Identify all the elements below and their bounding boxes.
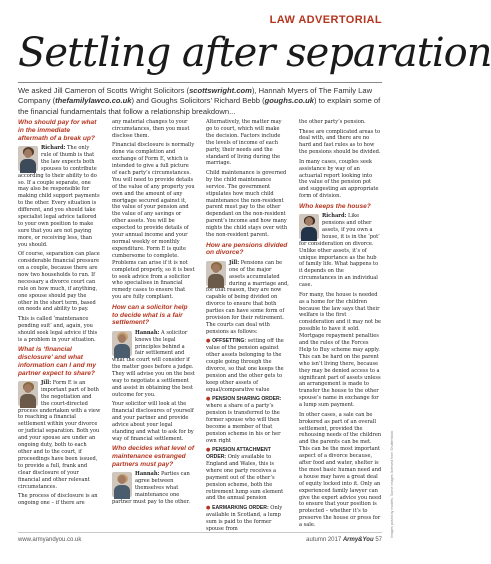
bullet-label: PENSION ATTACHMENT ORDER: [206,447,271,461]
paragraph: Of course, separation can place considerable financial pressure on a couple, because there are now two households to run. If necessary a divorce court can rule on how much, if anything, one spouse should pay the other in the short term, based on needs and ability to pay. [18,251,100,313]
paragraph: Your solicitor will look at the financial disclosures of yourself and your partner and provide advice about your legal standing and what to ask for by way of financial settlement. [112,401,194,442]
column-3 [206,119,289,532]
footer-issue: autumn 2017 [306,537,342,543]
answer-richard-2 [299,213,382,289]
bullet-text: setting off the value of the pension against other assets belonging to the couple going through the divorce, so that one keeps the pension and the other gets to keep other assets of equal/comparative value [206,338,284,393]
bullet-pension-sharing [206,396,289,444]
bullet-label: EARMARKING ORDER: [212,504,269,511]
hannah-photo [112,472,132,497]
paragraph: These are complicated areas to deal with, and there are no hard and fast rules as to how the pensions should be divided. [299,128,381,156]
article-title: Settling after separation [18,30,491,76]
bullet-text: Only available in Scotland, a lump sum is paid to the former spouse from [206,504,283,532]
answer-text: Form E is an important part of both the negotiation and the court-directed process undertaken with a view to reaching a financial settlement within your divorce or judicial separation. Both you and your spouse are under an ongoing duty, both to each other and to the court, if proceedings have been issued, to provide a full, frank and clear disclosure of your financial and other relevant circumstances. [18,379,101,490]
bullet-text: Only available to England and Wales, this is where one party receives a payment out of the other’s pension scheme, both the retirement lump sum element and the annual pension [206,454,284,502]
column-2 [112,119,195,527]
title-rule [18,82,382,83]
paragraph: Alternatively, the matter may go to court, which will make the decision. Factors include the levels of income of each party, their needs and the standard of living during the marriage. [206,119,282,167]
bullet-pension-attachment [206,447,289,502]
question-solicitor: How can a solicitor help to decide what is a fair settlement? [112,303,188,327]
goughs-link[interactable]: goughs.co.uk [264,96,314,106]
answer-text: Parties can agree between themselves what maintenance one partner must pay to the other. [112,471,190,506]
paragraph: any material changes to your circumstances, then you must disclose them. [112,119,190,139]
answer-jill-2 [206,260,289,336]
answer-text: Pensions can be one of the major assets accumulated during a marriage and, for that reason, they are now capable of being divided on divorce to ensure that both parties can have some form of provision for their retirement. The courts can deal with pensions as follows: [206,259,289,335]
section-tag: LAW ADVERTORIAL [269,14,382,26]
paragraph: In other cases, a sale can be brokered as part of an overall settlement, provided the rehousing needs of the children and the parents can be met. This can be the most important aspect of a divorce because, after food and water, shelter is the most basic human need and a house may have a great deal of equity locked into it. Only an experienced family lawyer can give the expert advice you need to ensure that your position is protected – whether it’s to preserve the house or press for a sale. [299,411,382,529]
bullet-icon: ● [206,338,211,345]
footer-page-number: 57 [375,537,382,543]
speaker-label: Jill: [41,379,52,386]
speaker-label: Hannah: [135,471,160,478]
footer-rule [18,532,382,533]
answer-jill-1 [18,380,101,491]
bullet-icon: ● [206,447,211,454]
column-4 [299,119,382,527]
image-credit [388,340,394,540]
richard-photo [299,214,319,239]
scottswright-link[interactable]: scottswright.com [189,86,252,95]
bullet-offsetting [206,338,289,393]
paragraph: The process of disclosure is an ongoing one – if there are [18,493,98,506]
speaker-label: Richard: [41,144,66,151]
question-maintenance: Who decides what level of maintenance estranged partners must pay? [112,445,195,469]
speaker-label: Hannah: [135,329,160,336]
footer-issue-info [306,537,382,543]
paragraph: This is called ‘maintenance pending suit’ and, again, you should seek legal advice if this is a problem in your situation. [18,315,98,343]
standfirst-text-2: ), Hannah Myers of The Family Law Company ( [18,86,373,106]
column-1 [18,119,101,527]
footer-publication: Army&You [342,537,374,543]
speaker-label: Richard: [322,213,347,220]
answer-hannah-2 [112,471,195,506]
bullet-text: where a share of a party’s pension is transferred to the former spouse who will then become a member of that pension scheme in his or her own right [206,403,281,444]
standfirst-text-4: ) to explain some of the financial fundamentals that follow a relationship breakdown... [18,96,381,116]
answer-text: A solicitor knows the legal principles behind a fair settlement and what the court will consider if the matter goes before a judge. They will advise you on the best way to negotiate a settlement and assist in obtaining the best outcome for you. [112,329,195,398]
familylawco-link[interactable]: thefamilylawco.co.uk [55,96,132,106]
paragraph: For many, the house is needed as a home for the children because the law says that their welfare is the first consideration and it may not be possible to have it sold. Mortgage repayment penalties and the rules of the Forces Help to Buy scheme may apply. This can be hard on the parent who isn’t living there, because they may be denied access to a significant part of assets unless an arrangement is made to transfer the house to the other spouse’s name in exchange for a lump sum payment. [299,291,381,409]
bullet-icon: ● [206,504,211,511]
speaker-label: Jill: [229,259,240,266]
jill-photo [18,381,38,406]
bullet-icon: ● [206,396,211,403]
standfirst-text-1: We asked Jill Cameron of Scotts Wright Solicitors ( [18,86,190,95]
answer-hannah-1 [112,330,195,399]
hannah-photo [112,331,132,356]
answer-richard-1 [18,145,101,249]
bullet-label: PENSION SHARING ORDER: [212,396,282,403]
richard-photo [18,146,38,171]
question-house: Who keeps the house? [299,202,371,210]
standfirst-text-3: ) and Goughs Solicitors’ Richard Bebb ( [131,96,265,106]
paragraph: Child maintenance is governed by the child maintenance service. The government stipulates how much child maintenance the non-resident parent must pay to the other dependant on the non-resident parent’s income and how many nights the child stays over with the non-resident parent. [206,169,288,239]
answer-text: Like pensions and other assets, if you own a house, it is in the ‘pot’ for consideration on divorce. Unlike other assets, it’s of unique importance as the hub of family life. What happens to it depends on the circumstances in an individual case. [299,213,380,289]
question-pensions: How are pensions divided on divorce? [206,241,288,257]
article-columns [18,119,382,532]
answer-text: The only rule of thumb is that the law expects both spouses to contribute according to their ability to do so. If a couple separate, one may also be responsible for making child support payments to the other. Every situation is different, and you should take specialist legal advice tailored to your own position to make sure that you are not paying more, or receiving less, than you should. [18,144,100,248]
question-disclosure: What is ‘financial disclosure’ and what information can I and my partner expect to share? [18,346,97,377]
bullet-earmarking [206,505,289,533]
bullet-label: OFFSETTING: [212,338,247,345]
footer-url[interactable]: www.armyandyou.co.uk [18,537,82,543]
image-credit-text: Images posed by models. Some images licensed from Shutterstock [390,430,394,538]
paragraph: In many cases, couples seek assistance by way of an actuarial report looking into the value of the pension pot and suggesting an appropriate form of division. [299,158,379,200]
jill-photo [206,261,226,286]
paragraph: the other party’s pension. [299,119,366,125]
paragraph: Financial disclosure is normally done via completion and exchange of Form E, which is intended to give a full picture of each party’s circumstances. You will need to provide details of the value of any property you own and the amount of any mortgage secured against it, the value of your pension and the value of any savings or other assets. You will be expected to provide details of your annual income and your normal weekly or monthly expenditure. Form E is quite cumbersome to complete. Problems can arise if it is not completed properly, so it is best to seek advice from a solicitor who specialises in financial remedy cases to ensure that you are fully compliant. [112,142,195,301]
question-break-up: Who should pay for what in the immediate aftermath of a break up? [18,119,97,142]
standfirst [18,86,384,117]
